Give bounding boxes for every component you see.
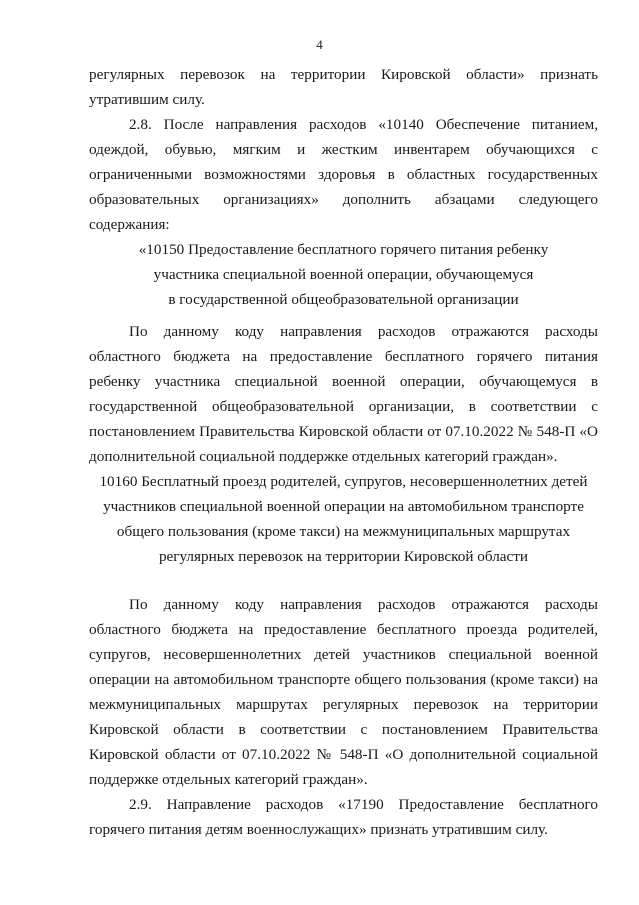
paragraph-2-9: 2.9. Направление расходов «17190 Предоставление бесплатного горячего питания детям военнослужащих» признать утратившим силу. — [89, 796, 598, 838]
text-block-bottom — [89, 592, 598, 842]
heading-10160-line-3: общего пользования (кроме такси) на межмуниципальных маршрутах — [116, 523, 571, 540]
paragraph-2-8: 2.8. После направления расходов «10140 Обеспечение питанием, одеждой, обувью, мягким и жестким инвентарем обучающихся с ограниченными возможностями здоровья в областных государственных образовательных организациях» дополнить абзацами следующего содержания: — [89, 116, 598, 233]
paragraph-10150-description: По данному коду направления расходов отражаются расходы областного бюджета на предоставление бесплатного горячего питания ребенку участника специальной военной операции, обучающемуся в государственной общеобразовательной организации, в соответствии с постановлением Правительства Кировской области от 07.10.2022 № 548-П «О дополнительной социальной поддержке отдельных категорий граждан». — [89, 323, 598, 465]
heading-10160-line-2: участников специальной военной операции на автомобильном транспорте — [103, 498, 584, 515]
heading-10160-line-1: 10160 Бесплатный проезд родителей, супругов, несовершеннолетних детей — [99, 473, 588, 490]
paragraph-continuation: регулярных перевозок на территории Кировской области» признать утратившим силу. — [89, 66, 598, 108]
paragraph-10160-description: По данному коду направления расходов отражаются расходы областного бюджета на предоставление бесплатного проезда родителей, супругов, несовершеннолетних детей участников специальной военной операции на автомобильном транспорте общего пользования (кроме такси) на межмуниципальных маршрутах регулярных перевозок на территории Кировской области в соответствии с постановлением Правительства Кировской области от 07.10.2022 № 548-П «О дополнительной социальной поддержке отдельных категорий граждан». — [89, 596, 598, 788]
page-number: 4 — [316, 37, 323, 52]
heading-10150-line-1: «10150 Предоставление бесплатного горячего питания ребенку — [138, 241, 549, 258]
text-block-middle — [89, 319, 598, 569]
heading-10150-line-2: участника специальной военной операции, обучающемуся — [153, 266, 534, 283]
heading-10150-line-3: в государственной общеобразовательной организации — [168, 291, 519, 308]
heading-10160-line-4: регулярных перевозок на территории Кировской области — [158, 548, 529, 565]
text-block-top — [89, 62, 598, 312]
